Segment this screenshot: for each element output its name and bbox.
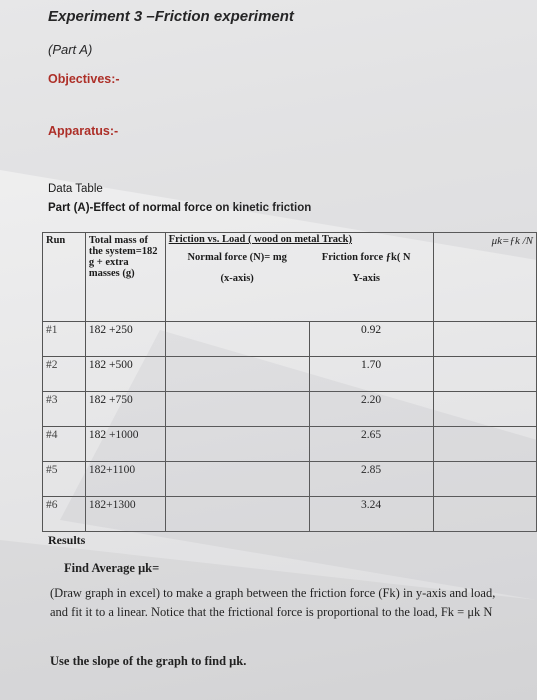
friction-force-label: Friction force ƒk( N [321,252,411,263]
mu-cell[interactable] [433,322,536,357]
table-row [43,427,537,462]
results-heading: Results [48,533,86,547]
mass-cell[interactable]: 182+1100 [85,462,165,497]
mu-cell[interactable] [433,392,536,427]
friction-cell[interactable]: 1.70 [309,357,433,392]
x-axis-label: (x-axis) [220,273,254,284]
normal-force-cell[interactable] [165,322,309,357]
friction-cell[interactable]: 2.20 [309,392,433,427]
page-title: Experiment 3 –Friction experiment [48,8,294,25]
data-table [42,232,537,532]
mass-cell[interactable]: 182 +1000 [85,427,165,462]
table-row [43,462,537,497]
mass-cell[interactable]: 182 +750 [85,392,165,427]
table-row [43,497,537,532]
run-cell: #3 [43,392,86,427]
table-row [43,392,537,427]
friction-vs-load-header [165,233,433,322]
apparatus-heading: Apparatus:- [48,124,119,138]
part-label: (Part A) [48,42,93,57]
table-row [43,322,537,357]
part-a-heading: Part (A)-Effect of normal force on kinetic friction [48,202,312,214]
run-cell: #2 [43,357,86,392]
friction-cell[interactable]: 3.24 [309,497,433,532]
mu-header: μk=ƒk /N [433,233,536,322]
table-row [43,357,537,392]
normal-force-header [166,246,309,284]
friction-cell[interactable]: 2.85 [309,462,433,497]
subheader-group [166,246,433,284]
find-average-text: Find Average μk= [64,561,160,575]
data-table-label: Data Table [48,183,103,195]
mu-cell[interactable] [433,357,536,392]
normal-force-cell[interactable] [165,427,309,462]
friction-cell[interactable]: 2.65 [309,427,433,462]
table-header-row [43,233,537,322]
normal-force-cell[interactable] [165,357,309,392]
slope-note: Use the slope of the graph to find μk. [50,654,247,668]
run-cell: #1 [43,322,86,357]
run-cell: #4 [43,427,86,462]
merged-header-title: Friction vs. Load ( wood on metal Track) [168,234,353,245]
mass-cell[interactable]: 182 +250 [85,322,165,357]
objectives-heading: Objectives:- [48,72,120,86]
run-header: Run [43,233,86,322]
friction-force-header [309,246,424,284]
y-axis-label: Y-axis [352,273,380,284]
normal-force-cell[interactable] [165,462,309,497]
mass-header: Total mass of the system=182 g + extra masses (g) [85,233,165,322]
normal-force-label: Normal force (N)= mg [187,252,287,263]
mass-cell[interactable]: 182+1300 [85,497,165,532]
mass-cell[interactable]: 182 +500 [85,357,165,392]
normal-force-cell[interactable] [165,392,309,427]
mu-cell[interactable] [433,497,536,532]
mu-cell[interactable] [433,462,536,497]
run-cell: #6 [43,497,86,532]
run-cell: #5 [43,462,86,497]
graph-instructions: (Draw graph in excel) to make a graph between the friction force (Fk) in y-axis and load, and fit it to a linear. Notice that the frictional force is proportional to the load, Fk = μk N [50,586,496,619]
normal-force-cell[interactable] [165,497,309,532]
mu-cell[interactable] [433,427,536,462]
friction-cell[interactable]: 0.92 [309,322,433,357]
